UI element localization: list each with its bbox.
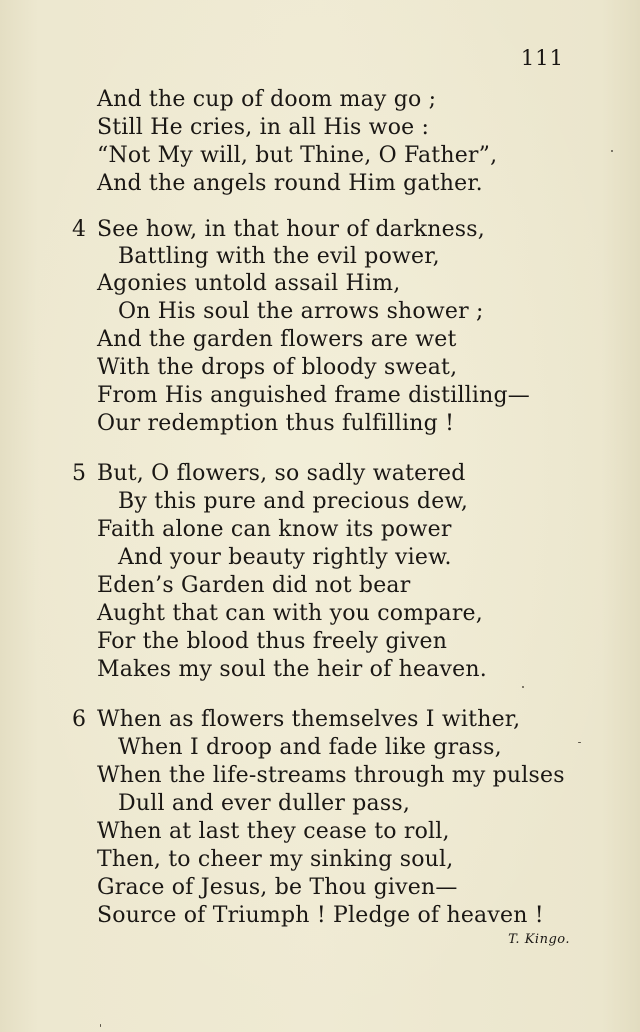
paper-speck bbox=[578, 742, 581, 743]
paper-speck bbox=[522, 686, 524, 688]
stanza-number: 5 bbox=[72, 461, 86, 486]
page-number: 111 bbox=[520, 46, 564, 70]
stanza-number: 4 bbox=[72, 217, 86, 242]
author-attribution: T. Kingo. bbox=[508, 932, 570, 947]
hymnal-page: 111 And the cup of doom may go ; Still He cries, in all His woe : “Not My will, but Thine, O Father”, And the angels round Him gather. 4 See how, in that hour of darkness, Battling with the evil power, Agonies untold assail Him, On His soul the arrows shower ; And the garden flowers are wet With the drops of bloody sweat, From His anguished frame distilling— Our redemption thus fulfilling ! 5 But, O flowers, so sadly watered By this pure and precious dew, Faith alone can know its power And your beauty rightly view. Eden’s Garden did not bear Aught that can with you compare, For the blood thus freely given Makes my soul the heir of heaven. 6 When as flowers themselves I wither, When I droop and fade like grass, When the life-streams through my pulses Dull and ever duller pass, When at last they cease to roll, Then, to cheer my sinking soul, Grace of Jesus, be Thou given— Source of Triumph ! Pledge of heaven ! T. Kingo. bbox=[0, 0, 640, 1032]
stanza-number: 6 bbox=[72, 707, 86, 732]
paper-speck bbox=[611, 150, 613, 152]
paper-speck bbox=[100, 1024, 101, 1027]
